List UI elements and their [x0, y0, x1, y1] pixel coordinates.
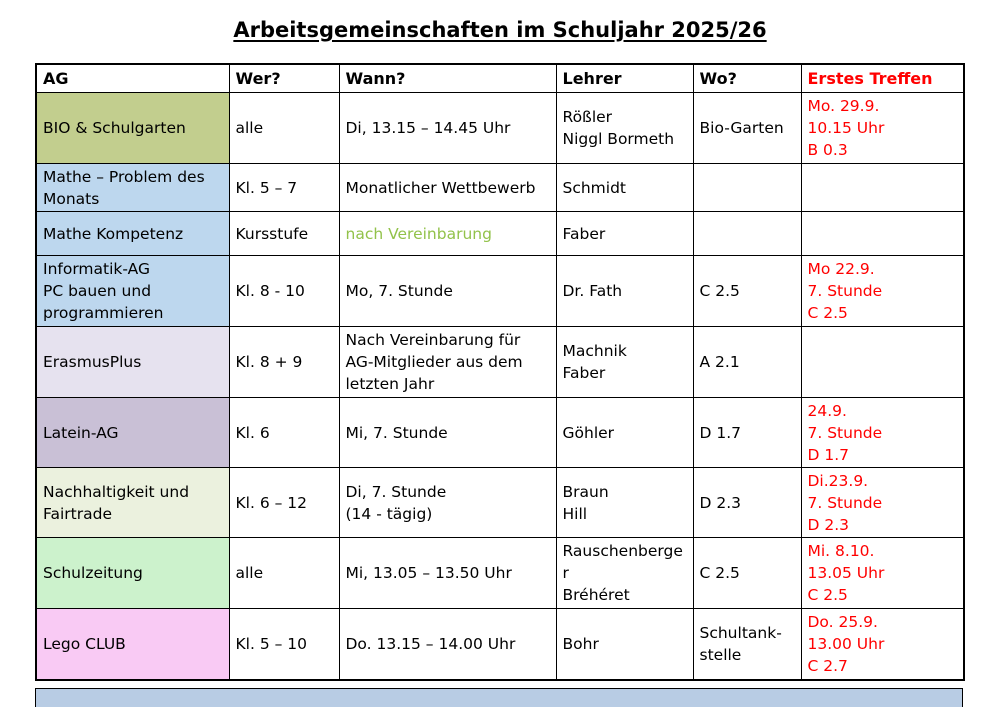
- table-row: [36, 538, 964, 609]
- cell-lehrer: [556, 256, 693, 327]
- cell-line: 7. Stunde: [807, 493, 883, 512]
- cell-line: Mi, 7. Stunde: [345, 423, 448, 442]
- cell-line: Mo, 7. Stunde: [345, 282, 453, 300]
- cell-line: D 1.7: [807, 445, 850, 464]
- cell-line: 13.00 Uhr: [807, 635, 885, 653]
- cell-line: PC bauen und: [43, 282, 152, 300]
- cell-line: Bohr: [562, 635, 599, 653]
- cell-line: BIO & Schulgarten: [43, 119, 186, 137]
- cell-line: Mathe – Problem des: [43, 167, 205, 186]
- cell-wer: [229, 538, 339, 609]
- cell-ag: [36, 609, 229, 681]
- cell-wann: [339, 212, 556, 256]
- cell-ag: [36, 538, 229, 609]
- cell-line: AG-Mitglieder aus dem: [345, 353, 523, 371]
- table-header-row: [36, 64, 964, 93]
- cell-wann: [339, 327, 556, 398]
- cell-line: Faber: [562, 224, 606, 243]
- cell-line: C 2.5: [699, 564, 740, 582]
- cell-line: 10.15 Uhr: [807, 119, 885, 137]
- cell-line: Dr. Fath: [562, 282, 623, 300]
- cell-line: Di, 7. Stunde: [345, 482, 447, 501]
- cell-wo: [693, 609, 801, 681]
- cell-lehrer: [556, 538, 693, 609]
- cell-wann: [339, 468, 556, 538]
- cell-line: Do. 13.15 – 14.00 Uhr: [345, 635, 516, 653]
- cell-wer: [229, 609, 339, 681]
- cell-wer: [229, 212, 339, 256]
- cell-wer: [229, 468, 339, 538]
- cell-line: Mi, 13.05 – 13.50 Uhr: [345, 564, 512, 582]
- cell-lehrer: [556, 398, 693, 468]
- cell-lehrer: [556, 164, 693, 212]
- cell-wer: [229, 93, 339, 164]
- document-title: Arbeitsgemeinschaften im Schuljahr 2025/26: [233, 18, 767, 42]
- cell-wo: [693, 468, 801, 538]
- cell-lehrer: [556, 609, 693, 681]
- cell-line: 7. Stunde: [807, 282, 883, 300]
- cell-line: Monats: [43, 189, 100, 208]
- cell-lehrer: [556, 212, 693, 256]
- cell-line: Schultank-: [699, 624, 782, 642]
- cell-line: D 2.3: [699, 493, 742, 512]
- cell-line: Schmidt: [562, 178, 627, 197]
- cell-line: Nach Vereinbarung für: [345, 331, 521, 349]
- cell-line: Kl. 6: [235, 423, 270, 442]
- cell-treffen: [801, 93, 964, 164]
- cell-line: Nachhaltigkeit und: [43, 482, 190, 501]
- cell-treffen: [801, 538, 964, 609]
- next-row-partial: [35, 688, 963, 707]
- cell-ag: [36, 327, 229, 398]
- cell-line: C 2.5: [807, 586, 848, 604]
- cell-wo: [693, 212, 801, 256]
- column-header-lehrer: Lehrer: [556, 64, 693, 93]
- cell-line: Di.23.9.: [807, 471, 869, 490]
- table-row: [36, 164, 964, 212]
- cell-line: Lego CLUB: [43, 635, 126, 653]
- cell-line: 13.05 Uhr: [807, 564, 885, 582]
- cell-line: 7. Stunde: [807, 423, 883, 442]
- cell-treffen: [801, 164, 964, 212]
- cell-wann: [339, 93, 556, 164]
- cell-line: Bio-Garten: [699, 119, 784, 137]
- cell-wann: [339, 164, 556, 212]
- cell-line: ErasmusPlus: [43, 353, 142, 371]
- cell-treffen: [801, 609, 964, 681]
- cell-ag: [36, 93, 229, 164]
- cell-treffen: [801, 327, 964, 398]
- cell-wo: [693, 398, 801, 468]
- cell-lehrer: [556, 327, 693, 398]
- cell-line: C 2.7: [807, 657, 848, 675]
- cell-line: letzten Jahr: [345, 375, 435, 393]
- cell-wer: [229, 327, 339, 398]
- cell-line: Rauschenberger: [562, 542, 683, 582]
- cell-line: Di, 13.15 – 14.45 Uhr: [345, 119, 511, 137]
- column-header-wer: Wer?: [229, 64, 339, 93]
- cell-line: Schulzeitung: [43, 564, 143, 582]
- cell-line: Rößler: [562, 108, 613, 126]
- cell-line: alle: [235, 564, 264, 582]
- cell-line: D 2.3: [807, 515, 850, 534]
- table-row: [36, 609, 964, 681]
- table-row: [36, 468, 964, 538]
- cell-treffen: [801, 256, 964, 327]
- cell-ag: [36, 398, 229, 468]
- cell-line: Do. 25.9.: [807, 613, 878, 631]
- cell-line: programmieren: [43, 304, 164, 322]
- cell-wer: [229, 164, 339, 212]
- cell-line: Machnik: [562, 342, 627, 360]
- table-row: [36, 398, 964, 468]
- cell-wann: [339, 398, 556, 468]
- cell-wann: [339, 538, 556, 609]
- cell-line: Faber: [562, 364, 606, 382]
- cell-line: Mo. 29.9.: [807, 97, 880, 115]
- cell-line: D 1.7: [699, 423, 742, 442]
- column-header-erstes-treffen: Erstes Treffen: [801, 64, 964, 93]
- cell-line: nach Vereinbarung: [345, 224, 492, 243]
- cell-line: Göhler: [562, 423, 615, 442]
- cell-line: C 2.5: [807, 304, 848, 322]
- cell-line: (14 - tägig): [345, 504, 433, 523]
- cell-wer: [229, 256, 339, 327]
- cell-ag: [36, 256, 229, 327]
- cell-wo: [693, 327, 801, 398]
- cell-ag: [36, 212, 229, 256]
- cell-line: A 2.1: [699, 353, 740, 371]
- cell-wo: [693, 93, 801, 164]
- cell-line: Bréhéret: [562, 586, 630, 604]
- cell-line: Braun: [562, 482, 609, 501]
- ag-table: [35, 63, 965, 681]
- cell-line: Niggl Bormeth: [562, 130, 675, 148]
- cell-ag: [36, 468, 229, 538]
- column-header-wann: Wann?: [339, 64, 556, 93]
- cell-line: Kl. 5 – 10: [235, 635, 308, 653]
- cell-wann: [339, 609, 556, 681]
- cell-lehrer: [556, 93, 693, 164]
- cell-line: Mo 22.9.: [807, 260, 875, 278]
- table-row: [36, 327, 964, 398]
- cell-line: Monatlicher Wettbewerb: [345, 178, 536, 197]
- cell-line: stelle: [699, 646, 742, 664]
- table-row: [36, 256, 964, 327]
- cell-line: Kl. 5 – 7: [235, 178, 298, 197]
- cell-line: Latein-AG: [43, 423, 119, 442]
- cell-treffen: [801, 398, 964, 468]
- cell-line: Kl. 8 - 10: [235, 282, 305, 300]
- cell-line: Mathe Kompetenz: [43, 224, 184, 243]
- cell-ag: [36, 164, 229, 212]
- table-row: [36, 93, 964, 164]
- cell-line: B 0.3: [807, 141, 848, 159]
- cell-treffen: [801, 468, 964, 538]
- cell-line: Mi. 8.10.: [807, 542, 875, 560]
- cell-line: Informatik-AG: [43, 260, 150, 278]
- cell-line: Kl. 8 + 9: [235, 353, 303, 371]
- cell-line: C 2.5: [699, 282, 740, 300]
- cell-line: alle: [235, 119, 264, 137]
- cell-lehrer: [556, 468, 693, 538]
- cell-wann: [339, 256, 556, 327]
- cell-wo: [693, 164, 801, 212]
- cell-line: Fairtrade: [43, 504, 112, 523]
- cell-wer: [229, 398, 339, 468]
- column-header-ag: AG: [36, 64, 229, 93]
- column-header-wo: Wo?: [693, 64, 801, 93]
- cell-wo: [693, 256, 801, 327]
- cell-line: Hill: [562, 504, 588, 523]
- cell-line: Kl. 6 – 12: [235, 493, 308, 512]
- cell-treffen: [801, 212, 964, 256]
- cell-line: 24.9.: [807, 401, 847, 420]
- table-row: [36, 212, 964, 256]
- cell-line: Kursstufe: [235, 224, 309, 243]
- cell-wo: [693, 538, 801, 609]
